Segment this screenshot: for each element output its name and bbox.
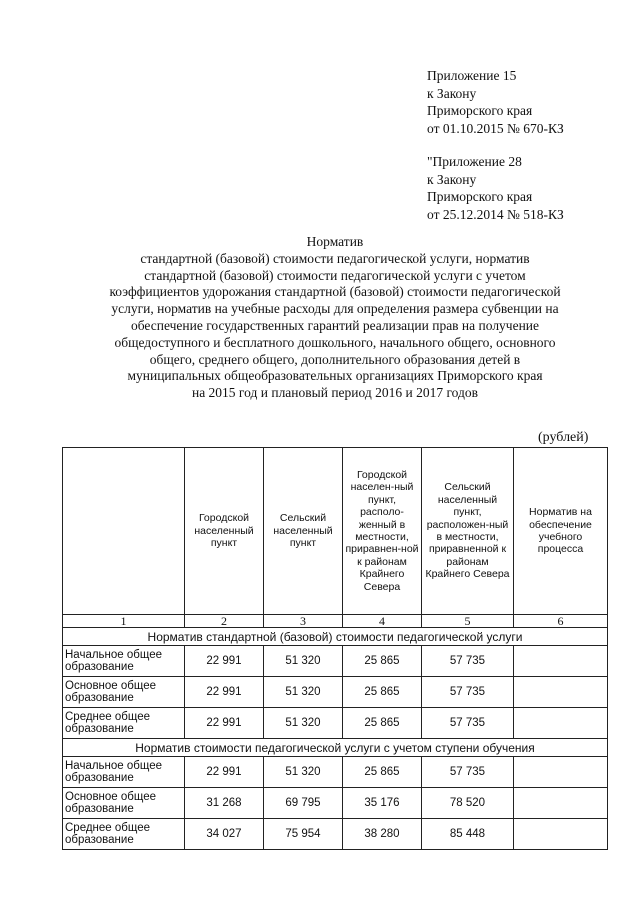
- title-line: коэффициентов удорожания стандартной (базовой) стоимости педагогической: [109, 284, 561, 300]
- column-number: 5: [422, 615, 514, 628]
- value-cell: [514, 677, 608, 708]
- column-number: 2: [185, 615, 264, 628]
- section-title: Норматив стоимости педагогической услуги с учетом ступени обучения: [63, 739, 608, 757]
- header-cell: [63, 448, 185, 615]
- title-line: общего, среднего общего, дополнительного образования детей в: [149, 351, 521, 367]
- value-cell: 25 865: [343, 708, 422, 739]
- appendix-line: Приморского края: [427, 103, 533, 118]
- value-cell: [514, 757, 608, 788]
- table-row: [63, 788, 608, 819]
- value-cell: 31 268: [185, 788, 264, 819]
- row-label: Начальное общее образование: [63, 646, 185, 677]
- value-cell: [514, 646, 608, 677]
- value-cell: 75 954: [264, 819, 343, 850]
- row-label: Среднее общее образование: [63, 708, 185, 739]
- row-label: Среднее общее образование: [63, 819, 185, 850]
- header-cell: Сельский населенный пункт, расположен-ный в местности, приравненной к районам Крайнего Севера: [422, 448, 514, 615]
- appendix-original: [427, 153, 564, 223]
- value-cell: 34 027: [185, 819, 264, 850]
- value-cell: 22 991: [185, 677, 264, 708]
- appendix-line: к Закону: [427, 171, 477, 187]
- title-line: муниципальных общеобразовательных организациях Приморского края: [127, 368, 543, 384]
- title-line: стандартной (базовой) стоимости педагогической услуги с учетом: [144, 267, 526, 283]
- row-label: Основное общее образование: [63, 677, 185, 708]
- table-row: [63, 819, 608, 850]
- column-number: 1: [63, 615, 185, 628]
- value-cell: 25 865: [343, 646, 422, 677]
- table-row: [63, 708, 608, 739]
- table-row: [63, 757, 608, 788]
- section-header-row: [63, 739, 608, 757]
- value-cell: 57 735: [422, 757, 514, 788]
- units-label: (рублей): [538, 430, 589, 445]
- title-line: общедоступного и бесплатного дошкольного, начального общего, основного: [114, 334, 556, 350]
- title-line: стандартной (базовой) стоимости педагогической услуги, норматив: [140, 250, 530, 266]
- table-row: [63, 677, 608, 708]
- value-cell: [514, 819, 608, 850]
- appendix-line: "Приложение 28: [427, 154, 522, 169]
- value-cell: 25 865: [343, 677, 422, 708]
- appendix-line: Приморского края: [427, 189, 533, 204]
- value-cell: 78 520: [422, 788, 514, 819]
- column-number-row: [63, 615, 608, 628]
- column-number: 3: [264, 615, 343, 628]
- value-cell: [514, 708, 608, 739]
- value-cell: 57 735: [422, 646, 514, 677]
- value-cell: 51 320: [264, 708, 343, 739]
- value-cell: [514, 788, 608, 819]
- appendix-line: Приложение 15: [427, 68, 517, 83]
- section-title: Норматив стандартной (базовой) стоимости педагогической услуги: [63, 628, 608, 646]
- column-number: 4: [343, 615, 422, 628]
- title-line: обеспечение государственных гарантий реализации прав на получение: [130, 317, 540, 333]
- appendix-current: [427, 67, 564, 137]
- value-cell: 85 448: [422, 819, 514, 850]
- row-label: Основное общее образование: [63, 788, 185, 819]
- value-cell: 69 795: [264, 788, 343, 819]
- header-cell: Городской населен-ный пункт, располо-женный в местности, приравнен-ной к районам Крайнего Севера: [343, 448, 422, 615]
- title-line: услуги, норматив на учебные расходы для определения размера субвенции на: [111, 301, 559, 317]
- appendix-line: от 25.12.2014 № 518-КЗ: [427, 206, 564, 222]
- header-cell: Норматив на обеспечение учебного процесса: [514, 448, 608, 615]
- value-cell: 25 865: [343, 757, 422, 788]
- title-line: Норматив: [306, 234, 364, 249]
- value-cell: 51 320: [264, 677, 343, 708]
- value-cell: 51 320: [264, 646, 343, 677]
- appendix-line: от 01.10.2015 № 670-КЗ: [427, 120, 564, 136]
- value-cell: 57 735: [422, 677, 514, 708]
- row-label: Начальное общее образование: [63, 757, 185, 788]
- value-cell: 22 991: [185, 757, 264, 788]
- section-header-row: [63, 628, 608, 646]
- table-row: [63, 646, 608, 677]
- value-cell: 51 320: [264, 757, 343, 788]
- table-header-row: [63, 448, 608, 615]
- column-number: 6: [514, 615, 608, 628]
- value-cell: 38 280: [343, 819, 422, 850]
- header-cell: Сельский населенный пункт: [264, 448, 343, 615]
- document-title: [60, 234, 610, 402]
- title-line: на 2015 год и плановый период 2016 и 2017 годов: [191, 385, 479, 401]
- norm-table: [62, 447, 608, 850]
- value-cell: 35 176: [343, 788, 422, 819]
- value-cell: 22 991: [185, 646, 264, 677]
- value-cell: 22 991: [185, 708, 264, 739]
- value-cell: 57 735: [422, 708, 514, 739]
- header-cell: Городской населенный пункт: [185, 448, 264, 615]
- appendix-line: к Закону: [427, 85, 477, 101]
